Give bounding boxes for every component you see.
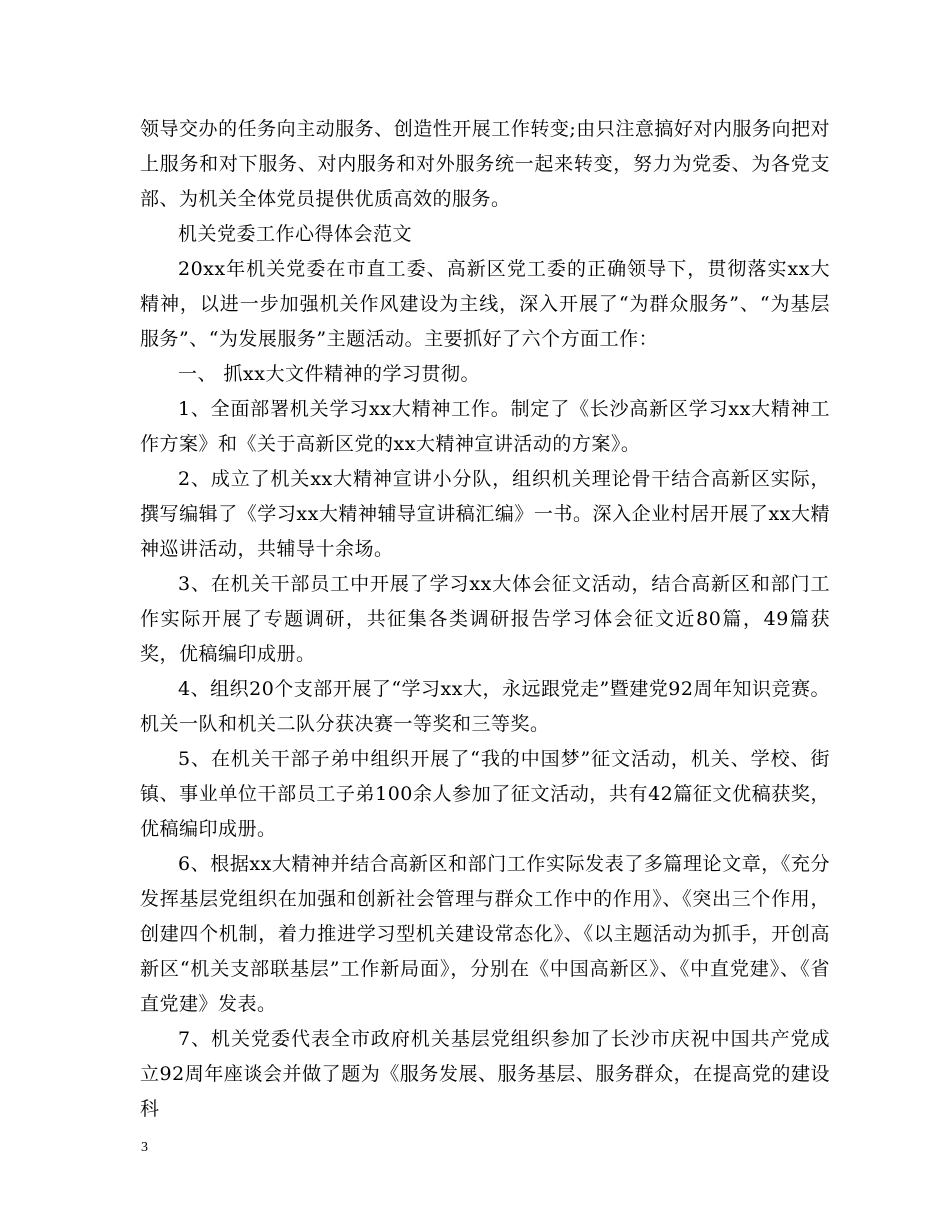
- list-item-6: 6、根据xx大精神并结合高新区和部门工作实际发表了多篇理论文章，《充分发挥基层党组织在加强和创新社会管理与群众工作中的作用》、《突出三个作用，创建四个机制，着力推进学习型机关建设常态化》、《以主题活动为抓手，开创高新区“机关支部联基层”工作新局面》，分别在《中国高新区》、《中直党建》、《省直党建》发表。: [140, 853, 830, 1015]
- list-item-2: 2、成立了机关xx大精神宣讲小分队，组织机关理论骨干结合高新区实际，撰写编辑了《学习xx大精神辅导宣讲稿汇编》一书。深入企业村居开展了xx大精神巡讲活动，共辅导十余场。: [140, 468, 830, 560]
- list-item-5: 5、在机关干部子弟中组织开展了“我的中国梦”征文活动，机关、学校、街镇、事业单位干部员工子弟100余人参加了征文活动，共有42篇征文优稿获奖，优稿编印成册。: [140, 748, 830, 840]
- list-item-4: 4、组织20个支部开展了“学习xx大，永远跟党走”暨建党92周年知识竞赛。机关一队和机关二队分获决赛一等奖和三等奖。: [140, 678, 830, 735]
- body-text: [140, 112, 830, 1127]
- list-item-1: 1、全面部署机关学习xx大精神工作。制定了《长沙高新区学习xx大精神工作方案》和《关于高新区党的xx大精神宣讲活动的方案》。: [140, 398, 830, 455]
- list-item-7: 7、机关党委代表全市政府机关基层党组织参加了长沙市庆祝中国共产党成立92周年座谈会并做了题为《服务发展、服务基层、服务群众，在提高党的建设科: [140, 1028, 830, 1120]
- subsection-heading: 一、 抓xx大文件精神的学习贯彻。: [178, 363, 480, 385]
- paragraph-continuation: 领导交办的任务向主动服务、创造性开展工作转变;由只注意搞好对内服务向把对上服务和对下服务、对内服务和对外服务统一起来转变，努力为党委、为各党支部、为机关全体党员提供优质高效的服务。: [140, 118, 830, 210]
- page-number: 3: [141, 1140, 148, 1155]
- section-heading: 机关党委工作心得体会范文: [178, 223, 413, 245]
- list-item-3: 3、在机关干部员工中开展了学习xx大体会征文活动，结合高新区和部门工作实际开展了专题调研，共征集各类调研报告学习体会征文近80篇，49篇获奖，优稿编印成册。: [140, 573, 830, 665]
- paragraph-intro: 20xx年机关党委在市直工委、高新区党工委的正确领导下，贯彻落实xx大精神，以进一步加强机关作风建设为主线，深入开展了“为群众服务”、“为基层服务”、“为发展服务”主题活动。主要抓好了六个方面工作：: [140, 258, 830, 350]
